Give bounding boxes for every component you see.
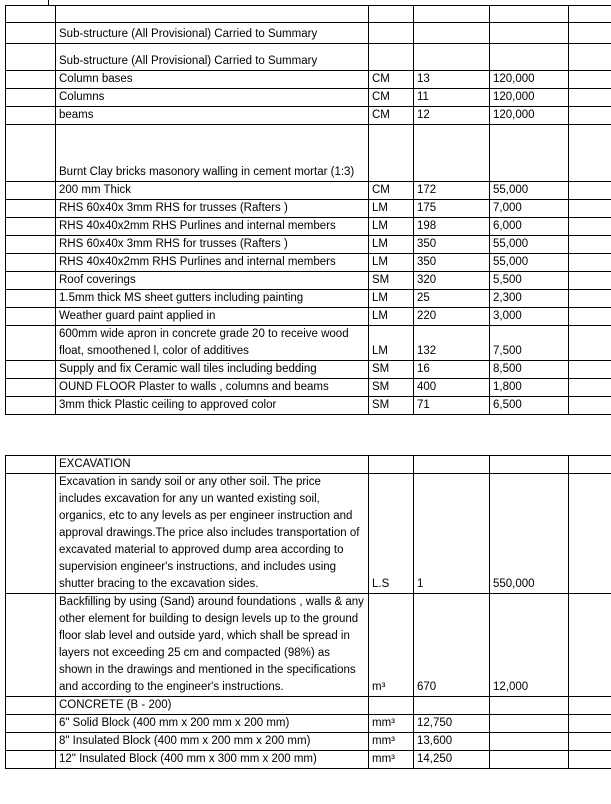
- item-unit: SM: [369, 379, 414, 397]
- item-unit: m³: [369, 594, 414, 697]
- item-unit: L.S: [369, 474, 414, 594]
- item-qty: 14,250: [414, 751, 490, 769]
- table-row: [6, 272, 611, 290]
- item-unit: mm³: [369, 751, 414, 769]
- table-row: [6, 236, 611, 254]
- item-qty: 320: [414, 272, 490, 290]
- item-qty: 670: [414, 594, 490, 697]
- table-row: [6, 44, 611, 71]
- item-rate: 55,000: [490, 254, 569, 272]
- item-qty: 71: [414, 397, 490, 415]
- item-unit: LM: [369, 218, 414, 236]
- table-row: [6, 182, 611, 200]
- table-row: [6, 751, 611, 769]
- item-unit: CM: [369, 182, 414, 200]
- item-rate: 12,000: [490, 594, 569, 697]
- item-rate: 55,000: [490, 182, 569, 200]
- item-rate: 5,500: [490, 272, 569, 290]
- item-description: RHS 40x40x2mm RHS Purlines and internal members: [56, 254, 369, 272]
- table-row: [6, 361, 611, 379]
- item-description: Roof coverings: [56, 272, 369, 290]
- table-row: [6, 200, 611, 218]
- item-rate: 55,000: [490, 236, 569, 254]
- item-description: RHS 40x40x2mm RHS Purlines and internal members: [56, 218, 369, 236]
- item-rate: 7,500: [490, 326, 569, 361]
- table-row: [6, 290, 611, 308]
- item-description: 600mm wide apron in concrete grade 20 to receive wood float, smoothened l, color of additives: [56, 326, 369, 361]
- item-qty: 12,750: [414, 715, 490, 733]
- section-heading: EXCAVATION: [56, 456, 369, 474]
- item-description: Sub-structure (All Provisional) Carried to Summary: [56, 23, 369, 44]
- item-description: Sub-structure (All Provisional) Carried to Summary: [56, 44, 369, 71]
- item-description: 3mm thick Plastic ceiling to approved color: [56, 397, 369, 415]
- item-qty: 11: [414, 89, 490, 107]
- item-qty: 400: [414, 379, 490, 397]
- item-description: Burnt Clay bricks masonory walling in cement mortar (1:3): [56, 125, 369, 182]
- item-unit: mm³: [369, 715, 414, 733]
- item-description: CONCRETE (B - 200): [56, 697, 369, 715]
- item-qty: 13: [414, 71, 490, 89]
- item-unit: LM: [369, 326, 414, 361]
- item-description: Supply and fix Ceramic wall tiles including bedding: [56, 361, 369, 379]
- table-row: [6, 697, 611, 715]
- item-rate: 120,000: [490, 89, 569, 107]
- item-qty: 1: [414, 474, 490, 594]
- table-row: [6, 107, 611, 125]
- item-qty: 350: [414, 236, 490, 254]
- item-description: 1.5mm thick MS sheet gutters including painting: [56, 290, 369, 308]
- item-unit: LM: [369, 254, 414, 272]
- item-unit: SM: [369, 361, 414, 379]
- item-rate: 120,000: [490, 71, 569, 89]
- table-row: [6, 89, 611, 107]
- item-rate: 7,000: [490, 200, 569, 218]
- item-rate: 3,000: [490, 308, 569, 326]
- item-qty: 12: [414, 107, 490, 125]
- item-qty: 25: [414, 290, 490, 308]
- item-description: RHS 60x40x 3mm RHS for trusses (Rafters ): [56, 200, 369, 218]
- item-unit: CM: [369, 107, 414, 125]
- table-row: [6, 379, 611, 397]
- table-row: [6, 715, 611, 733]
- item-qty: 172: [414, 182, 490, 200]
- table-row: [6, 254, 611, 272]
- item-qty: 16: [414, 361, 490, 379]
- item-description: Backfilling by using (Sand) around foundations , walls & any other element for building to design levels up to the ground floor slab level and outside yard, which shall be spread in layers not exceeding 25 cm and compacted (98%) as shown in the drawings and mentioned in the specifications and according to the engineer's instructions.: [56, 594, 369, 697]
- table-row: [6, 71, 611, 89]
- table-row: [6, 456, 611, 474]
- item-unit: mm³: [369, 733, 414, 751]
- item-rate: 6,500: [490, 397, 569, 415]
- item-description: Columns: [56, 89, 369, 107]
- item-description: Weather guard paint applied in: [56, 308, 369, 326]
- item-unit: SM: [369, 272, 414, 290]
- item-unit: SM: [369, 397, 414, 415]
- item-unit: LM: [369, 236, 414, 254]
- boq-table-excavation: [5, 455, 611, 769]
- item-qty: 350: [414, 254, 490, 272]
- item-rate: 120,000: [490, 107, 569, 125]
- table-row: [6, 308, 611, 326]
- table-row: [6, 23, 611, 44]
- item-description: OUND FLOOR Plaster to walls , columns and beams: [56, 379, 369, 397]
- item-unit: LM: [369, 290, 414, 308]
- table-row: [6, 397, 611, 415]
- item-description: beams: [56, 107, 369, 125]
- item-description: Excavation in sandy soil or any other soil. The price includes excavation for any un wanted existing soil, organics, etc to any levels as per engineer instruction and approval drawings.The price also includes transportation of excavated material to approved dump area according to supervision engineer's instructions, and includes using shutter bracing to the excavation sides.: [56, 474, 369, 594]
- item-description: Column bases: [56, 71, 369, 89]
- item-rate: 8,500: [490, 361, 569, 379]
- item-unit: CM: [369, 89, 414, 107]
- table-row: [6, 218, 611, 236]
- item-unit: CM: [369, 71, 414, 89]
- item-qty: 13,600: [414, 733, 490, 751]
- item-qty: 220: [414, 308, 490, 326]
- table-row: [6, 326, 611, 361]
- item-qty: 132: [414, 326, 490, 361]
- table-row: [6, 6, 611, 23]
- table-row: [6, 733, 611, 751]
- item-qty: 198: [414, 218, 490, 236]
- item-description: 8" Insulated Block (400 mm x 200 mm x 200 mm): [56, 733, 369, 751]
- table-row: [6, 594, 611, 697]
- item-description: 200 mm Thick: [56, 182, 369, 200]
- item-description: 6" Solid Block (400 mm x 200 mm x 200 mm): [56, 715, 369, 733]
- boq-table-substructure: [5, 5, 611, 415]
- table-row: [6, 474, 611, 594]
- item-unit: LM: [369, 308, 414, 326]
- item-description: 12" Insulated Block (400 mm x 300 mm x 200 mm): [56, 751, 369, 769]
- item-qty: 175: [414, 200, 490, 218]
- item-rate: 6,000: [490, 218, 569, 236]
- item-rate: 2,300: [490, 290, 569, 308]
- table-row: [6, 125, 611, 182]
- item-description: RHS 60x40x 3mm RHS for trusses (Rafters ): [56, 236, 369, 254]
- item-rate: 550,000: [490, 474, 569, 594]
- item-rate: 1,800: [490, 379, 569, 397]
- item-unit: LM: [369, 200, 414, 218]
